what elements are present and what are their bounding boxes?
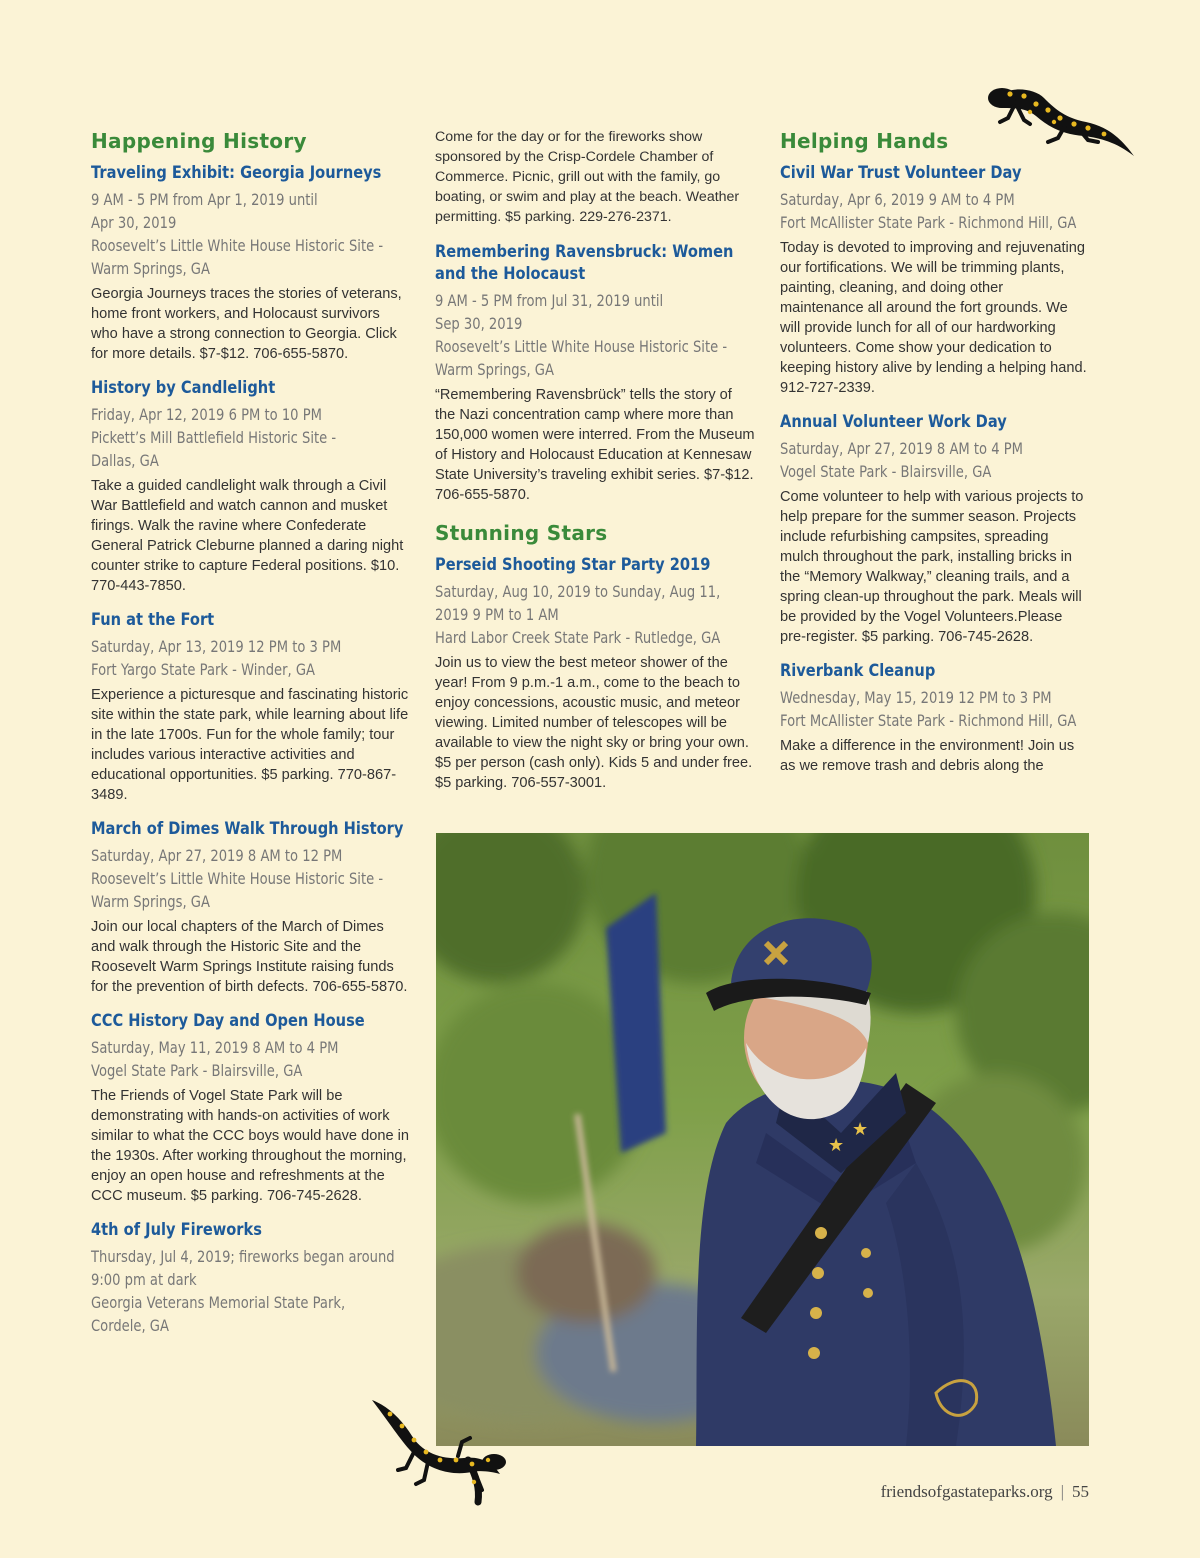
event-title: Riverbank Cleanup: [780, 661, 936, 681]
event-fun-at-the-fort: [91, 609, 409, 805]
column-middle: [435, 127, 755, 806]
event-meta-line: Roosevelt’s Little White House Historic Site -: [91, 869, 384, 888]
event-march-of-dimes: [91, 818, 409, 997]
event-civil-war-trust-volunteer-day: [780, 162, 1090, 398]
event-description: Georgia Journeys traces the stories of veterans, home front workers, and Holocaust survivors who have a strong connection to Georgia. Click for more details. $7-$12. 706-655-5870.: [91, 286, 402, 362]
event-meta-line: 2019 9 PM to 1 AM: [435, 605, 559, 624]
event-remembering-ravensbruck: [435, 241, 755, 505]
event-title: Remembering Ravensbruck: Women and the Holocaust: [435, 242, 734, 284]
event-meta-line: Warm Springs, GA: [91, 259, 210, 278]
salamander-icon-bottom: [368, 1396, 508, 1508]
event-meta: [91, 1245, 409, 1337]
event-meta-line: Fort McAllister State Park - Richmond Hill, GA: [780, 213, 1077, 232]
event-meta: [91, 844, 409, 913]
event-meta-line: Pickett’s Mill Battlefield Historic Site -: [91, 428, 337, 447]
footer-site: friendsofgastateparks.org: [880, 1482, 1053, 1501]
event-meta-line: 9:00 pm at dark: [91, 1270, 197, 1289]
event-meta: [435, 580, 755, 649]
event-title: Annual Volunteer Work Day: [780, 412, 1007, 432]
event-meta-line: Vogel State Park - Blairsville, GA: [780, 462, 992, 481]
event-description: Come volunteer to help with various projects to help prepare for the summer season. Projects include refurbishing campsites, spreading mulch throughout the park, installing bricks in the “Memory Walkway,” cleaning trails, and a spring clean-up throughout the park. Meals will be provided by the Vogel Volunteers.Please pre-register. $5 parking. 706-745-2628.: [780, 489, 1084, 645]
event-annual-volunteer-work-day: [780, 411, 1090, 647]
column-happening-history: [91, 125, 409, 1350]
event-meta-line: Saturday, Apr 13, 2019 12 PM to 3 PM: [91, 637, 342, 656]
event-meta: [435, 289, 755, 381]
event-meta-line: Roosevelt’s Little White House Historic Site -: [91, 236, 384, 255]
section-title-stunning-stars: Stunning Stars: [435, 521, 608, 545]
event-meta-line: Dallas, GA: [91, 451, 159, 470]
event-meta-line: Warm Springs, GA: [435, 360, 554, 379]
reenactor-photo: [436, 833, 1089, 1446]
event-meta-line: Thursday, Jul 4, 2019; fireworks began around: [91, 1247, 395, 1266]
event-meta: [91, 635, 409, 681]
event-description: Join our local chapters of the March of Dimes and walk through the Historic Site and the Roosevelt Warm Springs Institute raising funds for the prevention of birth defects. 706-655-5870.: [91, 919, 408, 995]
event-meta-line: Cordele, GA: [91, 1316, 169, 1335]
event-description: The Friends of Vogel State Park will be demonstrating with hands-on activities of work similar to what the CCC boys would have done in the 1930s. After working throughout the morning, enjoy an open house and refreshments at the CCC museum. $5 parking. 706-745-2628.: [91, 1088, 409, 1204]
fireworks-continued-text: Come for the day or for the fireworks show sponsored by the Crisp-Cordele Chamber of Commerce. Picnic, grill out with the family, go boating, or swim and play at the beach. Weather permitting. $5 parking. 229-276-2371.: [435, 129, 740, 225]
event-meta-line: Saturday, Apr 27, 2019 8 AM to 12 PM: [91, 846, 343, 865]
event-meta-line: Saturday, Apr 27, 2019 8 AM to 4 PM: [780, 439, 1024, 458]
event-title: Traveling Exhibit: Georgia Journeys: [91, 163, 382, 183]
event-meta-line: Saturday, Apr 6, 2019 9 AM to 4 PM: [780, 190, 1015, 209]
event-meta: [91, 403, 409, 472]
star-icon: ★: [852, 1119, 869, 1140]
event-meta: [91, 188, 409, 280]
event-meta-line: Roosevelt’s Little White House Historic Site -: [435, 337, 728, 356]
event-title: CCC History Day and Open House: [91, 1011, 365, 1031]
reenactor-illustration: [436, 833, 1089, 1446]
page-footer: [881, 1482, 1089, 1502]
event-meta-line: Vogel State Park - Blairsville, GA: [91, 1061, 303, 1080]
event-description: Today is devoted to improving and rejuvenating our fortifications. We will be trimming plants, painting, cleaning, and doing other maintenance all around the fort grounds. We will provide lunch for all of our hardworking volunteers. Come show your dedication to keeping history alive by lending a helping hand. 912-727-2339.: [780, 240, 1087, 396]
event-description: Join us to view the best meteor shower of the year! From 9 p.m.-1 a.m., come to the beach to enjoy concessions, acoustic music, and meteor viewing. Limited number of telescopes will be available to view the night sky or bring your own. $5 per person (cash only). Kids 5 and under free. $5 parking. 706-557-3001.: [435, 655, 753, 791]
event-title: Fun at the Fort: [91, 610, 215, 630]
event-meta-line: Saturday, Aug 10, 2019 to Sunday, Aug 11,: [435, 582, 721, 601]
footer-separator: |: [1060, 1482, 1064, 1501]
event-description: Experience a picturesque and fascinating historic site within the state park, while learning about life in the late 1700s. Fun for the whole family; tour includes various interactive activities and educational opportunities. $5 parking. 770-867-3489.: [91, 687, 409, 803]
event-ccc-history-day: [91, 1010, 409, 1206]
event-meta-line: 9 AM - 5 PM from Apr 1, 2019 until: [91, 190, 318, 209]
event-meta-line: Apr 30, 2019: [91, 213, 177, 232]
event-meta-line: Fort Yargo State Park - Winder, GA: [91, 660, 316, 679]
event-traveling-exhibit: [91, 162, 409, 364]
event-title: History by Candlelight: [91, 378, 276, 398]
event-meta-line: Saturday, May 11, 2019 8 AM to 4 PM: [91, 1038, 339, 1057]
event-title: Perseid Shooting Star Party 2019: [435, 555, 711, 575]
event-4th-of-july-fireworks: [91, 1219, 409, 1337]
event-description: Make a difference in the environment! Join us as we remove trash and debris along the: [780, 738, 1075, 774]
event-description: “Remembering Ravensbrück” tells the story of the Nazi concentration camp where more than 150,000 women were interred. From the Museum of History and Holocaust Education at Kennesaw State University’s traveling exhibit series. $7-$12. 706-655-5870.: [435, 387, 755, 503]
event-title: 4th of July Fireworks: [91, 1220, 262, 1240]
page-number: 55: [1072, 1482, 1089, 1501]
event-meta-line: Wednesday, May 15, 2019 12 PM to 3 PM: [780, 688, 1052, 707]
event-meta-line: Warm Springs, GA: [91, 892, 210, 911]
section-title-happening-history: Happening History: [91, 129, 307, 153]
section-title-helping-hands: Helping Hands: [780, 129, 949, 153]
star-icon: ★: [828, 1135, 845, 1156]
event-title: March of Dimes Walk Through History: [91, 819, 404, 839]
event-riverbank-cleanup: [780, 660, 1090, 776]
event-meta-line: Fort McAllister State Park - Richmond Hill, GA: [780, 711, 1077, 730]
event-title: Civil War Trust Volunteer Day: [780, 163, 1022, 183]
event-meta-line: Friday, Apr 12, 2019 6 PM to 10 PM: [91, 405, 322, 424]
event-meta: [780, 686, 1090, 732]
event-meta: [91, 1036, 409, 1082]
event-meta-line: Sep 30, 2019: [435, 314, 523, 333]
event-meta-line: Georgia Veterans Memorial State Park,: [91, 1293, 346, 1312]
event-meta-line: 9 AM - 5 PM from Jul 31, 2019 until: [435, 291, 664, 310]
event-meta-line: Hard Labor Creek State Park - Rutledge, GA: [435, 628, 721, 647]
event-history-by-candlelight: [91, 377, 409, 596]
event-meta: [780, 437, 1090, 483]
column-helping-hands: [780, 125, 1090, 789]
event-perseid-star-party: [435, 554, 755, 793]
event-meta: [780, 188, 1090, 234]
event-description: Take a guided candlelight walk through a Civil War Battlefield and watch cannon and musket firings. Walk the ravine where Confederate General Patrick Cleburne planned a daring night counter strike to capture Federal positions. $10. 770-443-7850.: [91, 478, 404, 594]
